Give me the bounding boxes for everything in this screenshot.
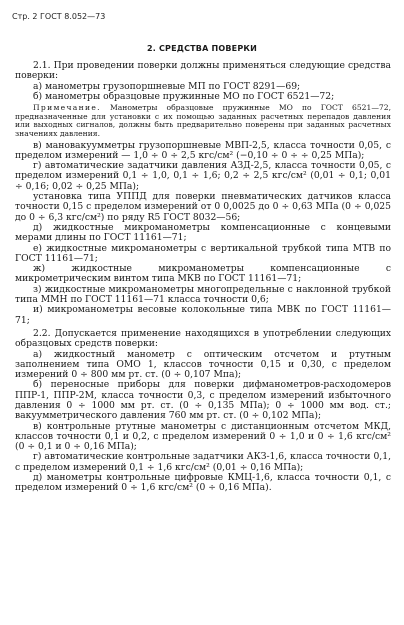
note-text: Манометры образцовые пружинные МО по ГОСТ 6521—72, предназначенные для установки с их помощью заданных расчетных перепадов давления или выходных сигналов, должны быть предварительно поверены при заданных расчетных значениях давления. [15, 103, 391, 138]
list-item: а) жидкостный манометр с оптическим отсчетом и ртутным заполнением типа ОМО 1, классов точности 0,15 и 0,30, с пределом измерений 0 ÷ 800 мм рт. ст. (0 ÷ 0,107 Мпа); [15, 348, 391, 381]
paragraph-2-1: 2.1. При проведении поверки должны применяться следующие средства поверки: [15, 60, 391, 82]
list-item: установка типа УППД для поверки пневматических датчиков класса точности 0,15 с пределом измерений от 0 0,0025 до 0 ÷ 0,63 МПа (0 ÷ 0,025 до 0 ÷ 6,3 кгс/см²) по ряду R5 ГОСТ 8032—56; [15, 191, 391, 223]
list-item: г) автоматические контрольные задатчики АКЗ-1,6, класса точности 0,1, с пределом измерений 0,1 ÷ 1,6 кгс/см² (0,01 ÷ 0,16 МПа); [15, 451, 391, 473]
list-item: д) манометры контрольные цифровые КМЦ-1,6, класса точности 0,1, с пределом измерений 0 ÷ 1,6 кгс/см² (0 ÷ 0,16 МПа). [15, 472, 391, 494]
document-body [15, 61, 391, 494]
section-title: 2. СРЕДСТВА ПОВЕРКИ [146, 44, 258, 53]
running-head: Стр. 2 ГОСТ 8.052—73 [12, 12, 106, 21]
note [15, 104, 391, 138]
paragraph-2-2: 2.2. Допускается применение находящихся в употреблении следующих образцовых средств поверки: [15, 327, 391, 350]
list-item: г) автоматические задатчики давления АЗД-2,5, класса точности 0,05, с пределом измерений 0,1 ÷ 1,0, 0,1 ÷ 1,6; 0,2 ÷ 2,5 кгс/см² (0,01 ÷ 0,1; 0,01 ÷ 0,16; 0,02 ÷ 0,25 МПа); [15, 160, 391, 192]
list-item: и) микроманометры весовые колокольные типа МВК по ГОСТ 11161—71; [15, 304, 391, 326]
note-lead: Примечание. [33, 103, 101, 113]
list-item: б) манометры образцовые пружинные МО по ГОСТ 6521—72; [33, 90, 335, 102]
list-item: е) жидкостные микроманометры с вертикальной трубкой типа МТВ по ГОСТ 11161—71; [15, 242, 391, 264]
list-item: б) переносные приборы для поверки дифманометров-расходомеров ППР-1, ППР-2М, класса точности 0,3, с пределом измерений избыточного давления 0 ÷ 1000 мм рт. ст. (0 ÷ 0,135 МПа); 0 ÷ 1000 мм вод. ст.; вакуумметрического давления 760 мм рт. ст. (0 ÷ 0,102 МПа); [15, 379, 391, 422]
list-item: в) контрольные ртутные манометры с дистанционным отсчетом МКД, классов точности 0,1 и 0,2, с пределом измерений 0 ÷ 1,0 и 0 ÷ 1,6 кгс/см² (0 ÷ 0,1 и 0 ÷ 0,16 МПа); [15, 420, 391, 453]
list-item: з) жидкостные микроманометры многопредельные с наклонной трубкой типа ММН по ГОСТ 11161—71 класса точности 0,6; [15, 283, 391, 306]
list-item: д) жидкостные микроманометры компенсационные с концевыми мерами длины по ГОСТ 11161—71; [15, 221, 391, 244]
list-item: а) манометры грузопоршневые МП по ГОСТ 8291—69; [33, 80, 301, 92]
list-item: ж) жидкостные микроманометры компенсационные с микрометрическим винтом типа МКВ по ГОСТ 11161—71; [15, 263, 391, 285]
list-item: в) мановакуумметры грузопоршневые МВП-2,5, класса точности 0,05, с пределом измерений — 1,0 ÷ 0 ÷ 2,5 кгс/см² (−0,10 ÷ 0 ÷ ÷ 0,25 МПа); [15, 139, 391, 161]
